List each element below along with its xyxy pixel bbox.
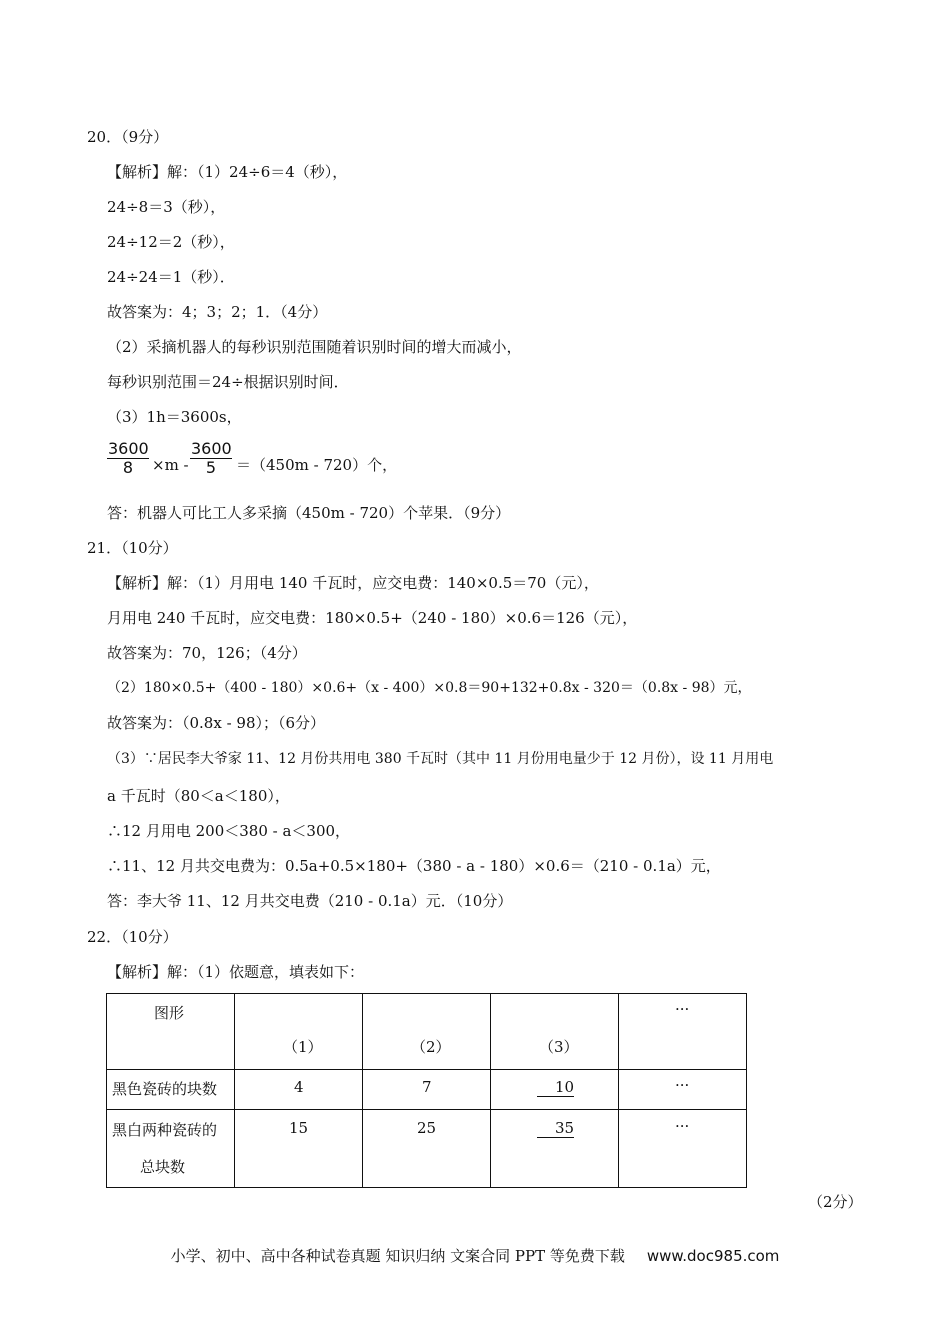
row-label-total-tiles-b: 总块数 <box>140 1158 186 1176</box>
table-row <box>107 994 747 1070</box>
page-footer <box>0 1245 950 1266</box>
fraction-3600-over-5 <box>190 440 232 477</box>
row-ellipsis: ··· <box>675 1076 690 1094</box>
row-label-black-tiles: 黑色瓷砖的块数 <box>112 1080 218 1098</box>
q20-line-6: （2）采摘机器人的每秒识别范围随着识别时间的增大而减小， <box>107 338 522 356</box>
q20-header: 20．（9分） <box>87 128 169 146</box>
table-cell <box>363 1070 491 1110</box>
row-label-cell <box>107 1110 235 1188</box>
q21-line-5: 故答案为：（0.8x - 98）；（6分） <box>107 714 326 732</box>
fraction-numerator: 3600 <box>108 439 149 458</box>
row-label-cell <box>107 1070 235 1110</box>
q20-multiply-m: ×m - <box>152 456 189 474</box>
q21-line-1: 【解析】解：（1）月用电 140 千瓦时，应交电费：140×0.5＝70（元）， <box>107 574 599 592</box>
q21-line-6: （3）∵居民李大爷家 11、12 月份共用电 380 千瓦时（其中 11 月份用电量少于 12 月份），设 11 月用电 <box>107 751 774 767</box>
black-tiles-3-answer: 10 <box>537 1078 574 1097</box>
q21-line-9: ∴11、12 月共交电费为：0.5a+0.5×180+（380 - a - 180）×0.6＝（210 - 0.1a）元， <box>107 857 721 875</box>
footer-url[interactable]: www.doc985.com <box>646 1247 780 1265</box>
q22-score: （2分） <box>808 1193 863 1211</box>
table-header-cell <box>491 994 619 1070</box>
column-label-2: （2） <box>411 1038 451 1056</box>
q21-line-2: 月用电 240 千瓦时，应交电费：180×0.5+（240 - 180）×0.6＝126（元）， <box>107 609 638 627</box>
q20-line-2: 24÷8＝3（秒）， <box>107 198 226 216</box>
fraction-numerator: 3600 <box>191 439 232 458</box>
table-cell <box>235 1110 363 1188</box>
fraction-denominator: 5 <box>205 458 217 477</box>
q20-line-5: 故答案为：4；3；2；1．（4分） <box>107 303 328 321</box>
q20-line-4: 24÷24＝1（秒）． <box>107 268 235 286</box>
table-header-cell <box>235 994 363 1070</box>
q20-line-1: 【解析】解：（1）24÷6＝4（秒）， <box>107 163 348 181</box>
table-header-cell <box>619 994 747 1070</box>
row-ellipsis: ··· <box>675 1117 690 1135</box>
black-tiles-2: 7 <box>422 1078 432 1096</box>
q20-line-8: （3）1h＝3600s， <box>107 408 242 426</box>
table-header-cell <box>363 994 491 1070</box>
q21-line-7: a 千瓦时（80＜a＜180）， <box>107 787 290 805</box>
table-corner-cell <box>107 994 235 1070</box>
q20-line-10: 答：机器人可比工人多采摘（450m - 720）个苹果．（9分） <box>107 504 511 522</box>
total-tiles-1: 15 <box>289 1119 309 1137</box>
tile-count-table <box>106 993 747 1188</box>
total-tiles-3-answer: 35 <box>537 1119 574 1138</box>
table-cell <box>619 1070 747 1110</box>
table-corner-label: 图形 <box>154 1004 185 1022</box>
q22-header: 22．（10分） <box>87 928 178 946</box>
q22-line-1: 【解析】解：（1）依题意，填表如下： <box>107 963 365 981</box>
table-cell <box>491 1110 619 1188</box>
fraction-3600-over-8 <box>107 440 149 477</box>
q20-line-9-tail: ＝（450m - 720）个， <box>236 456 398 474</box>
table-cell <box>363 1110 491 1188</box>
column-label-1: （1） <box>283 1038 323 1056</box>
footer-text: 小学、初中、高中各种试卷真题 知识归纳 文案合同 PPT 等免费下载 <box>170 1247 625 1265</box>
column-label-3: （3） <box>539 1038 579 1056</box>
fraction-denominator: 8 <box>122 458 134 477</box>
table-row <box>107 1070 747 1110</box>
total-tiles-2: 25 <box>417 1119 437 1137</box>
q21-line-4: （2）180×0.5+（400 - 180）×0.6+（x - 400）×0.8＝90+132+0.8x - 320＝（0.8x - 98）元， <box>107 680 752 696</box>
black-tiles-1: 4 <box>294 1078 304 1096</box>
column-ellipsis: ··· <box>675 1000 690 1018</box>
table-cell <box>235 1070 363 1110</box>
q20-line-3: 24÷12＝2（秒）， <box>107 233 235 251</box>
q21-line-3: 故答案为：70，126；（4分） <box>107 644 307 662</box>
row-label-total-tiles-a: 黑白两种瓷砖的 <box>112 1121 218 1139</box>
table-cell <box>491 1070 619 1110</box>
table-row <box>107 1110 747 1188</box>
q21-line-8: ∴12 月用电 200＜380 - a＜300， <box>107 822 351 840</box>
q20-line-7: 每秒识别范围＝24÷根据识别时间． <box>107 373 349 391</box>
q21-header: 21．（10分） <box>87 539 178 557</box>
table-cell <box>619 1110 747 1188</box>
q21-line-10: 答：李大爷 11、12 月共交电费（210 - 0.1a）元．（10分） <box>107 892 513 910</box>
